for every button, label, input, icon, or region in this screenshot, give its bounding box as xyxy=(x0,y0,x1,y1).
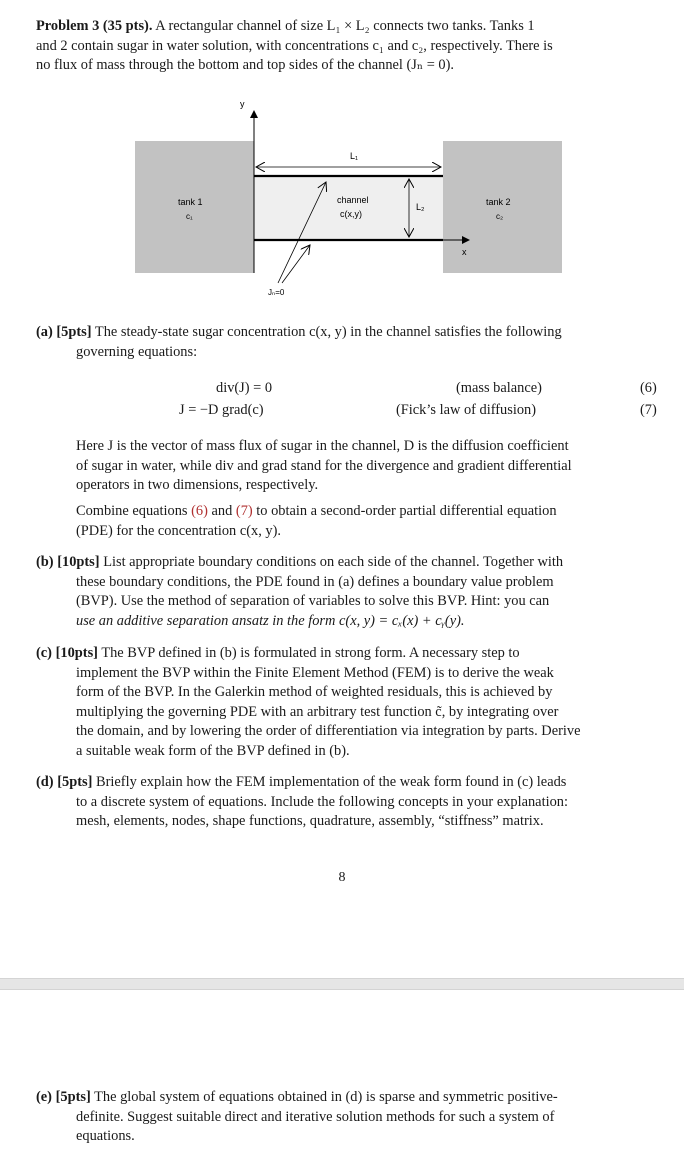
part-e-label: (e) xyxy=(36,1089,52,1105)
tank-2-label: tank 2 xyxy=(486,197,511,207)
part-d xyxy=(36,773,662,832)
part-d-line-2: to a discrete system of equations. Include the following concepts in your explanation: xyxy=(76,793,568,810)
intro-line-1: Problem 3 (35 pts). A rectangular channel of size L₁ × L₂ connects two tanks. Tanks 1 xyxy=(36,18,535,34)
problem-heading: Problem 3 (35 pts). xyxy=(36,18,153,34)
part-e xyxy=(36,1088,662,1147)
channel-rect xyxy=(254,176,443,240)
channel-concentration: c(x,y) xyxy=(340,209,362,219)
part-b-line-2: these boundary conditions, the PDE found in (a) defines a boundary value problem xyxy=(76,573,554,590)
part-b-points: [10pts] xyxy=(57,554,100,570)
channel-label: channel xyxy=(337,195,369,205)
part-c-label: (c) xyxy=(36,645,52,661)
tank-2-rect xyxy=(443,141,562,273)
x-axis-label: x xyxy=(462,247,467,257)
part-c-line-6: a suitable weak form of the BVP defined in (b). xyxy=(76,742,350,759)
part-a-line-2: governing equations: xyxy=(76,343,198,360)
channel-diagram xyxy=(120,95,580,305)
part-c-line-5: the domain, and by lowering the order of differentiation via integration by parts. Derive xyxy=(76,723,581,739)
part-c-points: [10pts] xyxy=(55,645,98,661)
part-a-p2-line-2: of sugar in water, while div and grad stand for the divergence and gradient differential xyxy=(76,457,572,474)
part-b-line-4: use an additive separation ansatz in the form c(x, y) = cₓ(x) + cᵧ(y). xyxy=(76,612,465,629)
y-axis-label: y xyxy=(240,99,245,109)
flux-arrow-bottom xyxy=(282,245,310,283)
part-b-line-3: (BVP). Use the method of separation of variables to solve this BVP. Hint: you can xyxy=(76,593,550,609)
ref-eq-6[interactable]: (6) xyxy=(191,503,208,519)
equation-7-note: (Fick’s law of diffusion) xyxy=(396,402,537,418)
part-e-line-2: definite. Suggest suitable direct and iterative solution methods for such a system of xyxy=(76,1108,555,1125)
part-a-p2-line-1: Here J is the vector of mass flux of sugar in the channel, D is the diffusion coefficient xyxy=(76,438,569,454)
tank-2-concentration: c₂ xyxy=(496,212,504,221)
part-a-p3-line-2: (PDE) for the concentration c(x, y). xyxy=(76,522,281,539)
part-c-line-2: implement the BVP within the Finite Element Method (FEM) is to derive the weak xyxy=(76,664,554,681)
part-b xyxy=(36,553,662,631)
flux-label: Jₙ=0 xyxy=(268,288,285,297)
part-a-p2-line-3: operators in two dimensions, respectively. xyxy=(76,477,319,493)
part-b-line-1: (b) [10pts] List appropriate boundary conditions on each side of the channel. Together with xyxy=(36,554,564,570)
part-d-line-1: (d) [5pts] Briefly explain how the FEM implementation of the weak form found in (c) leads xyxy=(36,774,567,790)
part-e-points: [5pts] xyxy=(55,1089,91,1105)
part-a-line-1: (a) [5pts] The steady-state sugar concentration c(x, y) in the channel satisfies the following xyxy=(36,324,562,340)
part-a-p3-line-1: Combine equations (6) and (7) to obtain a second-order partial differential equation xyxy=(76,503,557,519)
intro-line-2: and 2 contain sugar in water solution, with concentrations c₁ and c₂, respectively. There is xyxy=(36,37,553,54)
part-b-label: (b) xyxy=(36,554,54,570)
equation-6-number: (6) xyxy=(640,380,657,396)
part-c-line-3: form of the BVP. In the Galerkin method of weighted residuals, this is achieved by xyxy=(76,684,553,700)
page-number: 8 xyxy=(338,870,346,885)
ref-eq-7[interactable]: (7) xyxy=(235,503,253,519)
part-a xyxy=(36,323,662,362)
part-a-paragraph-2 xyxy=(76,437,662,496)
part-a-paragraph-3 xyxy=(76,502,662,541)
part-c-line-4: multiplying the governing PDE with an arbitrary test function c̃, by integrating over xyxy=(76,703,559,720)
tank-1-concentration: c₁ xyxy=(186,212,193,221)
equation-6-note: (mass balance) xyxy=(456,380,542,396)
tank-1-rect xyxy=(135,141,254,273)
equation-7: J = −D grad(c) xyxy=(179,402,264,418)
part-e-line-1: (e) [5pts] The global system of equations obtained in (d) is sparse and symmetric positive- xyxy=(36,1089,558,1105)
part-e-line-3: equations. xyxy=(76,1128,135,1144)
part-d-points: [5pts] xyxy=(57,774,93,790)
equation-7-number: (7) xyxy=(640,402,657,418)
part-d-line-3: mesh, elements, nodes, shape functions, quadrature, assembly, “stiffness” matrix. xyxy=(76,813,544,829)
l1-label: L₁ xyxy=(350,151,359,161)
intro-line-3: no flux of mass through the bottom and top sides of the channel (Jₙ = 0). xyxy=(36,57,455,73)
problem-intro xyxy=(36,17,662,76)
part-a-points: [5pts] xyxy=(56,324,92,340)
part-d-label: (d) xyxy=(36,774,54,790)
tank-1-label: tank 1 xyxy=(178,197,203,207)
page-separator xyxy=(0,978,684,990)
l2-label: L₂ xyxy=(416,202,425,212)
equation-6: div(J) = 0 xyxy=(216,380,273,396)
part-c-line-1: (c) [10pts] The BVP defined in (b) is formulated in strong form. A necessary step to xyxy=(36,645,520,661)
part-c xyxy=(36,644,662,761)
part-a-label: (a) xyxy=(36,324,53,340)
